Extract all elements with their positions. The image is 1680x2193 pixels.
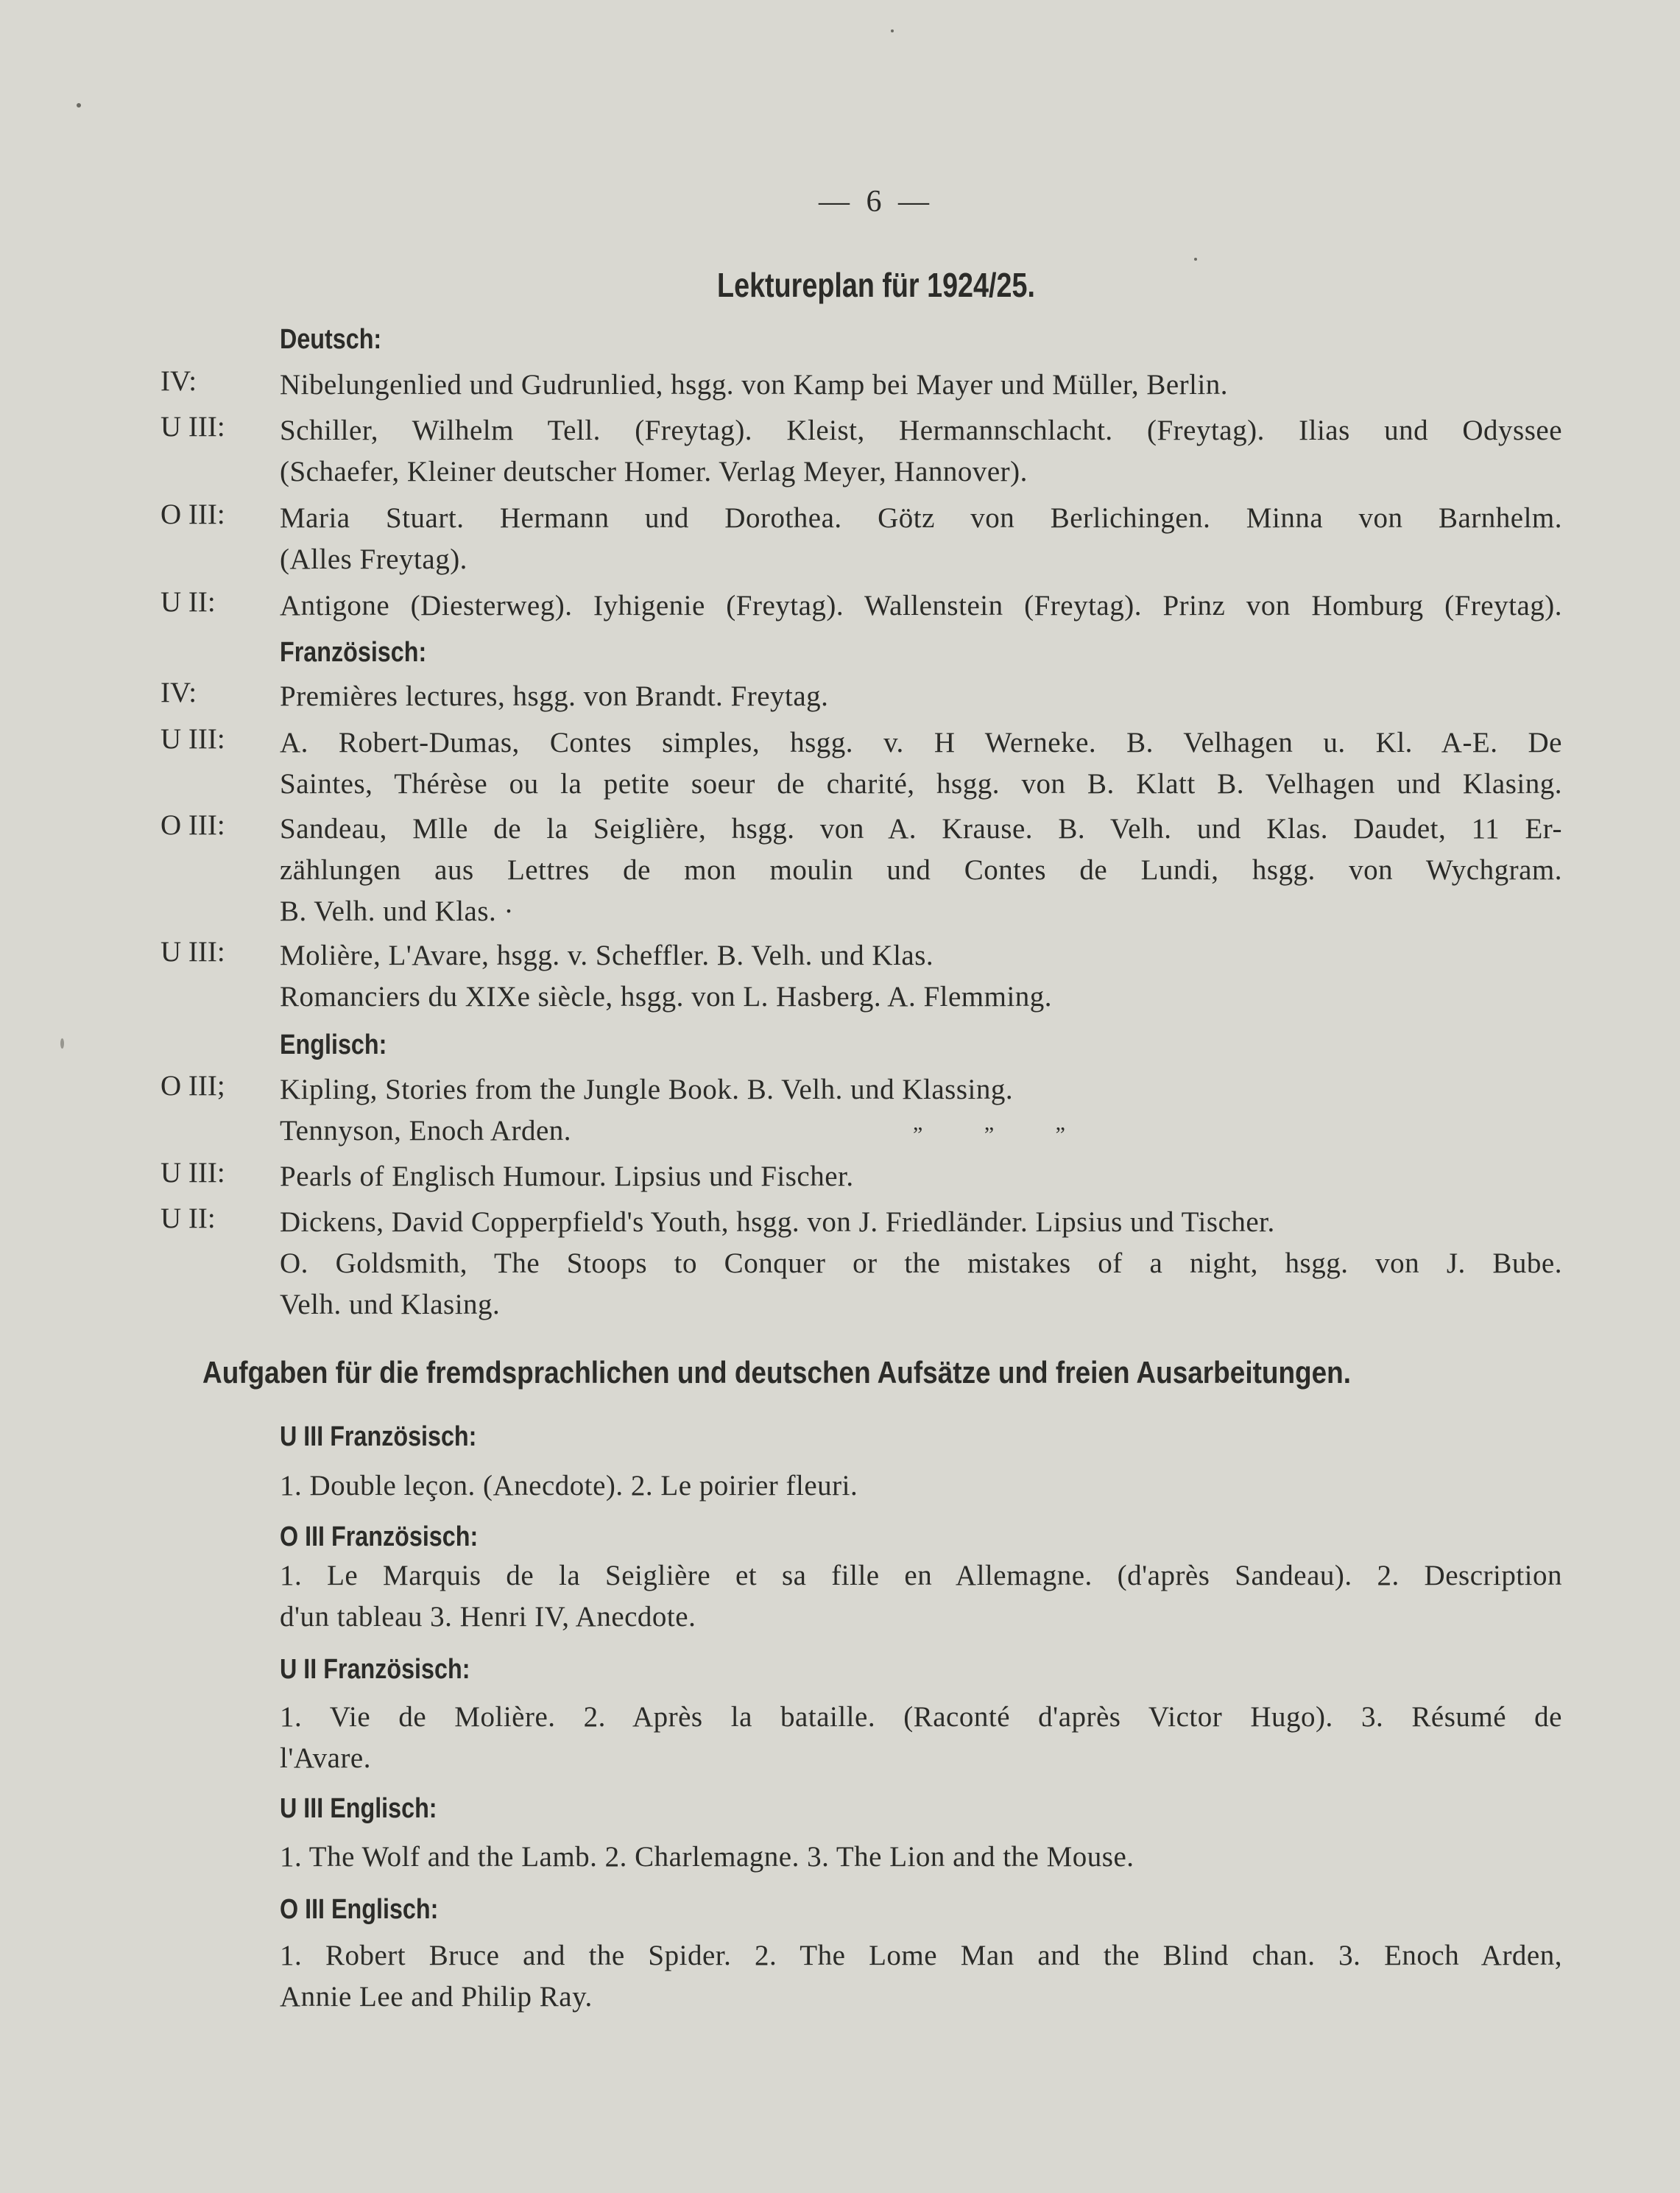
entry-line: Sandeau, Mlle de la Seiglière, hsgg. von A. Krause. B. Velh. und Klas. Daudet, 11 Er- [280, 813, 1562, 845]
class-label: IV: [160, 365, 197, 397]
entry-line: zählungen aus Lettres de mon moulin und Contes de Lundi, hsgg. von Wychgram. [280, 854, 1562, 886]
section-heading-deutsch: Deutsch: [280, 324, 382, 355]
entry-line: Saintes, Thérèse ou la petite soeur de charité, hsgg. von B. Klatt B. Velhagen und Klasing. [280, 768, 1562, 800]
entry-line: Annie Lee and Philip Ray. [280, 1981, 593, 2013]
group-text [280, 1697, 1562, 1779]
paper-speck [1194, 258, 1197, 261]
entry-text [280, 1156, 1562, 1197]
entry-line: Tennyson, Enoch Arden. [280, 1115, 572, 1147]
entry-line: A. Robert-Dumas, Contes simples, hsgg. v. H Werneke. B. Velhagen u. Kl. A-E. De [280, 727, 1562, 758]
entry-line: l'Avare. [280, 1742, 371, 1774]
class-label: O III; [160, 1070, 225, 1102]
class-label: U III: [160, 936, 225, 968]
group-heading: U II Französisch: [280, 1654, 470, 1685]
entry-line: 1. Vie de Molière. 2. Après la bataille. (Raconté d'après Victor Hugo). 3. Résumé de [280, 1701, 1562, 1733]
entry-text [280, 410, 1562, 493]
entry-line: Velh. und Klasing. [280, 1289, 501, 1320]
page-title: Lektureplan für 1924/25. [717, 266, 1035, 304]
entry-line: Maria Stuart. Hermann und Dorothea. Götz von Berlichingen. Minna von Barnhelm. [280, 502, 1562, 534]
class-label: U III: [160, 723, 225, 755]
entry-line: (Alles Freytag). [280, 543, 467, 575]
class-label: U II: [160, 586, 216, 618]
entry-line: Antigone (Diesterweg). Iyhigenie (Freytag). Wallenstein (Freytag). Prinz von Homburg (Freytag). [280, 590, 1562, 622]
entry-text [280, 935, 1562, 1018]
entry-line: Kipling, Stories from the Jungle Book. B. Velh. und Klassing. [280, 1074, 1014, 1105]
class-label: O III: [160, 499, 225, 530]
entry-line: 1. Robert Bruce and the Spider. 2. The Lome Man and the Blind chan. 3. Enoch Arden, [280, 1940, 1562, 1971]
entry-line: Molière, L'Avare, hsgg. v. Scheffler. B. Velh. und Klas. [280, 940, 934, 971]
entry-line: Romanciers du XIXe siècle, hsgg. von L. Hasberg. A. Flemming. [280, 981, 1053, 1013]
group-heading: U III Französisch: [280, 1421, 477, 1452]
entry-line: (Schaefer, Kleiner deutscher Homer. Verlag Meyer, Hannover). [280, 456, 1028, 487]
entry-text [280, 365, 1562, 406]
entry-line: Schiller, Wilhelm Tell. (Freytag). Kleist, Hermannschlacht. (Freytag). Ilias und Odyssee [280, 415, 1562, 446]
paper-speck [77, 103, 81, 108]
entry-line: 1. The Wolf and the Lamb. 2. Charlemagne. 3. The Lion and the Mouse. [280, 1841, 1134, 1873]
entry-line: O. Goldsmith, The Stoops to Conquer or the mistakes of a night, hsgg. von J. Bube. [280, 1247, 1562, 1279]
entry-text [280, 585, 1562, 627]
group-text [280, 1465, 1562, 1507]
entry-line: Premières lectures, hsgg. von Brandt. Freytag. [280, 680, 829, 712]
paper-speck [60, 1038, 64, 1049]
class-label: U II: [160, 1203, 216, 1234]
entry-line: 1. Le Marquis de la Seiglière et sa fille en Allemagne. (d'après Sandeau). 2. Description [280, 1560, 1562, 1591]
entry-line: Nibelungenlied und Gudrunlied, hsgg. von Kamp bei Mayer und Müller, Berlin. [280, 369, 1229, 401]
entry-text [280, 809, 1562, 932]
class-label: U III: [160, 1157, 225, 1189]
entry-line: 1. Double leçon. (Anecdote). 2. Le poirier fleuri. [280, 1470, 858, 1502]
ditto-marks: „ „ „ [913, 1110, 1093, 1135]
page-number: — 6 — [819, 185, 933, 219]
entry-line: d'un tableau 3. Henri IV, Anecdote. [280, 1601, 696, 1633]
entry-text [280, 676, 1562, 717]
group-heading: U III Englisch: [280, 1793, 437, 1824]
group-text [280, 1555, 1562, 1638]
paper-speck [891, 29, 894, 32]
group-text [280, 1935, 1562, 2018]
entry-line: Dickens, David Copperpfield's Youth, hsgg. von J. Friedländer. Lipsius und Tischer. [280, 1206, 1275, 1238]
entry-line: Pearls of Englisch Humour. Lipsius und Fischer. [280, 1161, 854, 1192]
entry-line: B. Velh. und Klas. · [280, 895, 515, 927]
class-label: IV: [160, 677, 197, 708]
section-heading-aufgaben: Aufgaben für die fremdsprachlichen und deutschen Aufsätze und freien Ausarbeitungen. [202, 1355, 1352, 1390]
group-heading: O III Englisch: [280, 1894, 439, 1925]
class-label: U III: [160, 411, 225, 443]
entry-text [280, 1202, 1562, 1326]
group-text [280, 1837, 1562, 1878]
entry-text [280, 498, 1562, 580]
entry-text [280, 722, 1562, 805]
class-label: O III: [160, 809, 225, 841]
group-heading: O III Französisch: [280, 1521, 479, 1552]
section-heading-franzoesisch: Französisch: [280, 637, 427, 668]
section-heading-englisch: Englisch: [280, 1029, 387, 1060]
